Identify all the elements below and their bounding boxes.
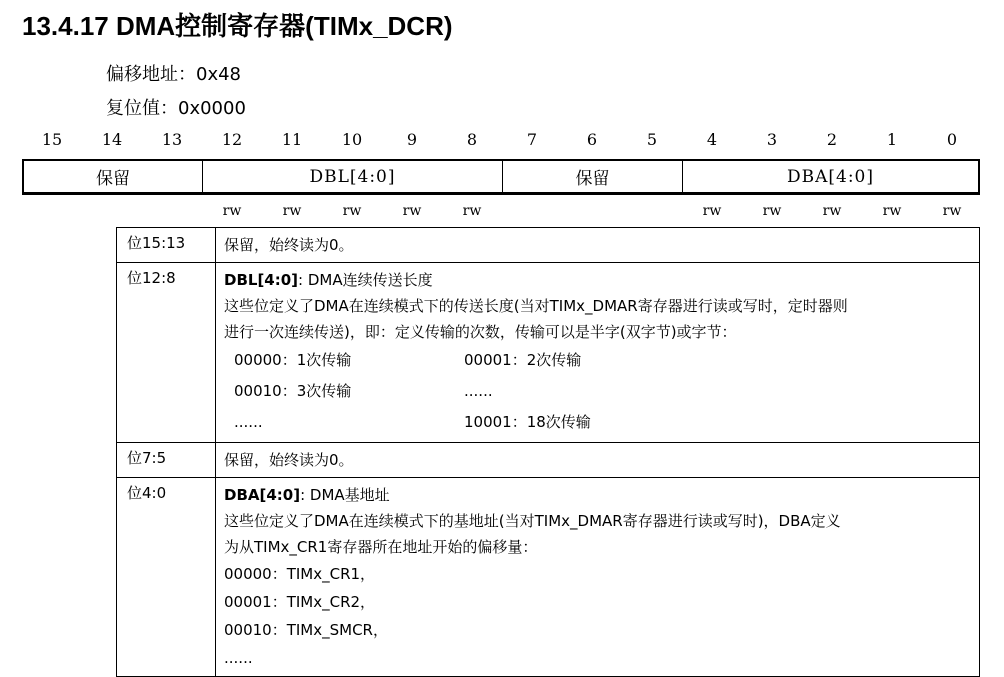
bit-number: 6 <box>586 130 598 149</box>
bit-number: 9 <box>406 130 418 149</box>
access-rw: rw <box>822 203 842 219</box>
description-text: 这些位定义了DMA在连续模式下的基地址(当对TIMx_DMAR寄存器进行读或写时)，DBA定义 <box>224 512 841 530</box>
offset-address: 偏移地址：0x48 <box>106 64 242 85</box>
bit-range: 位4:0 <box>117 478 216 677</box>
field-heading <box>224 482 971 508</box>
bit-number: 15 <box>41 130 63 149</box>
bit-description <box>216 478 980 677</box>
bit-number: 13 <box>161 130 183 149</box>
table-row <box>117 263 980 443</box>
field-title: : DMA基地址 <box>300 486 390 504</box>
bit-number: 8 <box>466 130 478 149</box>
field-name: DBA[4:0] <box>224 486 301 504</box>
bit-number: 7 <box>526 130 538 149</box>
bit-range: 位12:8 <box>117 263 216 443</box>
access-rw: rw <box>942 203 962 219</box>
enum-value: 10001：18次传输 <box>464 413 591 431</box>
table-row <box>117 228 980 263</box>
offset-item: 00001：TIMx_CR2， <box>224 593 376 611</box>
enum-value: 00001：2次传输 <box>464 351 582 369</box>
bit-range: 位7:5 <box>117 443 216 478</box>
bit-number: 3 <box>766 130 778 149</box>
description-text: 为从TIMx_CR1寄存器所在地址开始的偏移量： <box>224 538 538 556</box>
bit-number: 4 <box>706 130 718 149</box>
description-text: 这些位定义了DMA在连续模式下的传送长度(当对TIMx_DMAR寄存器进行读或写时，定时器则 <box>224 297 848 315</box>
offset-item: ...... <box>224 649 253 667</box>
table-row <box>117 443 980 478</box>
access-rw: rw <box>342 203 362 219</box>
enum-value: ...... <box>234 413 263 431</box>
field-name: DBL[4:0] <box>224 271 299 289</box>
bit-number: 1 <box>886 130 898 149</box>
enum-row <box>224 376 971 407</box>
bit-description <box>216 228 980 263</box>
access-rw: rw <box>282 203 302 219</box>
bit-number: 10 <box>341 130 363 149</box>
bit-number: 12 <box>221 130 243 149</box>
access-rw: rw <box>762 203 782 219</box>
access-rw: rw <box>882 203 902 219</box>
field-reserved-15-13: 保留 <box>96 169 130 189</box>
enum-value: 00010：3次传输 <box>234 382 352 400</box>
field-dba: DBA[4:0] <box>682 161 978 192</box>
field-dbl: DBL[4:0] <box>202 161 502 192</box>
enum-value: 00000：1次传输 <box>234 351 352 369</box>
enum-row <box>224 345 971 376</box>
field-reserved-7-5: 保留 <box>502 161 682 192</box>
reset-value: 复位值：0x0000 <box>106 98 246 119</box>
access-rw: rw <box>402 203 422 219</box>
bit-number: 11 <box>281 130 303 149</box>
enum-value: ...... <box>464 382 493 400</box>
description-text: 进行一次连续传送)，即：定义传输的次数，传输可以是半字(双字节)或字节： <box>224 323 737 341</box>
offset-item: 00000：TIMx_CR1， <box>224 565 376 583</box>
description-text: 保留，始终读为0。 <box>224 451 354 469</box>
bit-number: 14 <box>101 130 123 149</box>
access-rw: rw <box>462 203 482 219</box>
description-text: 保留，始终读为0。 <box>224 236 354 254</box>
bit-range: 位15:13 <box>117 228 216 263</box>
access-rw: rw <box>222 203 242 219</box>
bit-description-table <box>116 227 980 677</box>
access-rw: rw <box>702 203 722 219</box>
table-row <box>117 478 980 677</box>
enum-row <box>224 407 971 438</box>
field-title: : DMA连续传送长度 <box>298 271 433 289</box>
offset-item: 00010：TIMx_SMCR， <box>224 621 388 639</box>
bit-description <box>216 443 980 478</box>
section-title: 13.4.17 DMA控制寄存器(TIMx_DCR) <box>22 11 453 41</box>
bit-description <box>216 263 980 443</box>
bit-number: 2 <box>826 130 838 149</box>
field-heading <box>224 267 971 293</box>
register-bitfield-bar <box>22 159 980 195</box>
bit-number: 0 <box>946 130 958 149</box>
bit-number: 5 <box>646 130 658 149</box>
bit-number-row <box>22 130 982 152</box>
